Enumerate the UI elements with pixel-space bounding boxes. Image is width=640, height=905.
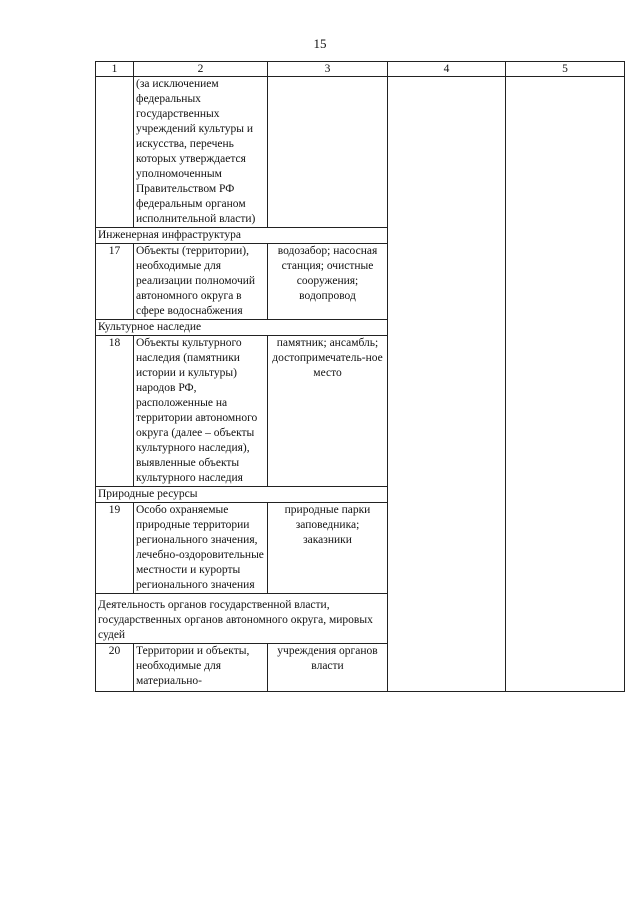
row-number-cell: 19 (96, 503, 134, 594)
object-type-cell: учреждения органов власти (268, 644, 388, 692)
column-header: 2 (134, 62, 268, 77)
page-number: 15 (313, 36, 327, 51)
object-type-cell: водозабор; насосная станция; очистные сооружения; водопровод (268, 244, 388, 320)
column-4-cell (388, 77, 506, 692)
column-5-cell (506, 77, 625, 692)
object-type-cell: памятник; ансамбль; достопримечатель-ное место (268, 336, 388, 487)
object-name-cell: Объекты культурного наследия (памятники истории и культуры) народов РФ, расположенные на территории автономного округа (далее – объекты культурного наследия), выявленные объекты культурного наследия (134, 336, 268, 487)
section-title: Культурное наследие (96, 320, 388, 336)
table-row (96, 77, 625, 228)
object-name-cell: Территории и объекты, необходимые для материально- (134, 644, 268, 692)
row-number-cell: 20 (96, 644, 134, 692)
section-title: Природные ресурсы (96, 487, 388, 503)
column-header: 5 (506, 62, 625, 77)
table-header-row (96, 62, 625, 77)
object-type-cell (268, 77, 388, 228)
section-title: Инженерная инфраструктура (96, 228, 388, 244)
object-name-cell: Объекты (территории), необходимые для реализации полномочий автономного округа в сфере водоснабжения (134, 244, 268, 320)
object-name-cell: (за исключением федеральных государственных учреждений культуры и искусства, перечень которых утверждается уполномоченным Правительством РФ федеральным органом исполнительной власти) (134, 77, 268, 228)
column-header: 4 (388, 62, 506, 77)
row-number-cell: 17 (96, 244, 134, 320)
object-type-cell: природные парки заповедника; заказники (268, 503, 388, 594)
column-header: 3 (268, 62, 388, 77)
document-table (95, 61, 625, 692)
object-name-cell: Особо охраняемые природные территории регионального значения, лечебно-оздоровительные местности и курорты регионального значения (134, 503, 268, 594)
section-title: Деятельность органов государственной власти, государственных органов автономного округа, мировых судей (96, 594, 388, 644)
row-number-cell: 18 (96, 336, 134, 487)
row-number-cell (96, 77, 134, 228)
column-header: 1 (96, 62, 134, 77)
